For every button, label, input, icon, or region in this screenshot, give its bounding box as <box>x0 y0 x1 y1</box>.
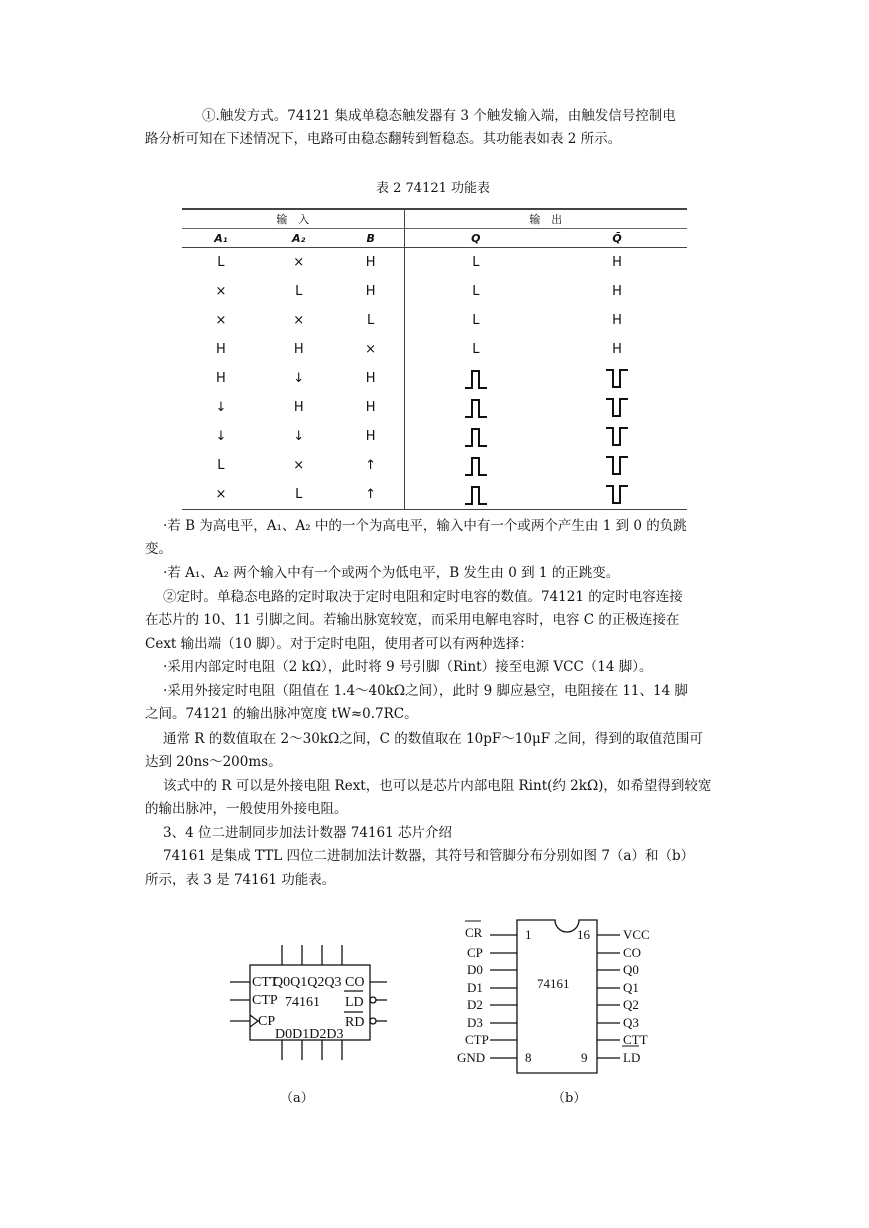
fig-b-right-0: VCC <box>623 927 650 942</box>
text-line-16: 所示，表 3 是 74161 功能表。 <box>145 872 336 888</box>
fig-b-right-4: Q2 <box>623 997 639 1012</box>
table-cell: H <box>293 342 304 357</box>
negative-pulse-icon <box>547 422 687 451</box>
fig-b-pin16: 16 <box>577 927 590 942</box>
table-cell: H <box>216 371 226 386</box>
fig-b-right-3: Q1 <box>623 980 639 995</box>
positive-pulse-icon <box>404 364 547 393</box>
text-line-12: 该式中的 R 可以是外接电阻 Rext，也可以是芯片内部电阻 Rint(约 2kΩ)，如希望得到较宽 <box>163 778 712 794</box>
table-row <box>182 393 687 422</box>
fig-b-left-1: CP <box>467 945 483 960</box>
text-line-3: ·若 A₁、A₂ 两个输入中有一个或两个为低电平，B 发生由 0 到 1 的正跳变。 <box>163 565 620 581</box>
table-cell: ↓ <box>293 371 305 386</box>
text-line-15: 74161 是集成 TTL 四位二进制加法计数器，其符号和管脚分布分别如图 7（a）和（b） <box>163 848 695 864</box>
table-row <box>182 335 687 364</box>
figure-b-pinout <box>455 915 665 1080</box>
text-line-1: ·若 B 为高电平，A₁、A₂ 中的一个为高电平，输入中有一个或两个产生由 1 到 0 的负跳 <box>163 518 687 534</box>
table-cell: L <box>295 284 303 299</box>
text-line-13: 的输出脉冲，一般使用外接电阻。 <box>145 801 348 817</box>
text-line-11: 达到 20ns～200ms。 <box>145 754 282 770</box>
positive-pulse-icon <box>404 393 547 422</box>
fig-b-left-3: D1 <box>467 980 483 995</box>
table-cell: L <box>472 284 480 299</box>
fig-b-pin8: 8 <box>525 1050 532 1065</box>
table-cell: H <box>612 284 622 299</box>
fig-b-left-2: D0 <box>467 962 483 977</box>
table-cell: H <box>612 342 622 357</box>
table-cell: ↓ <box>215 429 227 444</box>
table-caption: 表 2 74121 功能表 <box>376 181 491 196</box>
header-a2: A₂ <box>260 229 338 248</box>
fig-b-left-0: CR <box>465 925 483 940</box>
fig-b-pin1: 1 <box>525 927 532 942</box>
table-cell: L <box>217 458 225 473</box>
para1-line1: ①.触发方式。74121 集成单稳态触发器有 3 个触发输入端，由触发信号控制电 <box>202 108 676 124</box>
table-cell: H <box>338 393 405 422</box>
table-cell: L <box>472 255 480 270</box>
text-line-4: ②定时。单稳态电路的定时取决于定时电阻和定时电容的数值。74121 的定时电容连接 <box>163 589 683 605</box>
table-cell: H <box>612 313 622 328</box>
text-line-7: ·采用内部定时电阻（2 kΩ），此时将 9 号引脚（Rint）接至电源 VCC（14 脚）。 <box>163 659 653 675</box>
table-cell: × <box>293 313 305 328</box>
table-cell: H <box>338 364 405 393</box>
table-cell: L <box>260 480 338 510</box>
table-cell: ↓ <box>215 400 227 415</box>
fig-a-chip: 74161 <box>285 995 320 1010</box>
fig-a-ctt: CTT <box>252 975 279 990</box>
fig-a-cp: CP <box>258 1014 276 1029</box>
table-cell: L <box>472 342 480 357</box>
function-table <box>182 208 687 510</box>
figure-a-symbol <box>225 940 395 1065</box>
table-cell: × <box>215 284 227 299</box>
table-row <box>182 306 687 335</box>
fig-b-right-7: LD <box>623 1050 641 1065</box>
fig-b-chip: 74161 <box>537 976 570 991</box>
fig-a-caption: （a） <box>280 1091 314 1106</box>
header-a1: A₁ <box>182 229 260 248</box>
fig-a-q: Q0Q1Q2Q3 <box>273 975 342 990</box>
table-cell: H <box>216 342 226 357</box>
fig-b-caption: （b） <box>552 1091 587 1106</box>
table-cell: H <box>338 248 405 278</box>
header-b: B <box>338 229 405 248</box>
fig-a-co: CO <box>345 975 365 990</box>
table-row <box>182 480 687 510</box>
fig-a-d: D0D1D2D3 <box>275 1027 344 1042</box>
text-line-9: 之间。74121 的输出脉冲宽度 tW≈0.7RC。 <box>145 706 418 722</box>
table-row <box>182 451 687 480</box>
table-cell: L <box>338 306 405 335</box>
text-line-5: 在芯片的 10、11 引脚之间。若输出脉宽较宽，而采用电解电容时，电容 C 的正极连接在 <box>145 612 680 628</box>
table-cell: × <box>215 313 227 328</box>
table-cell: L <box>217 255 225 270</box>
table-cell: ↑ <box>338 480 405 510</box>
positive-pulse-icon <box>404 422 547 451</box>
fig-b-right-2: Q0 <box>623 962 639 977</box>
fig-b-right-1: CO <box>623 945 642 960</box>
header-qbar: Q̄ <box>547 229 687 248</box>
negative-pulse-icon <box>547 364 687 393</box>
input-group-header: 输 入 <box>182 209 404 229</box>
table-row <box>182 364 687 393</box>
text-line-8: ·采用外接定时电阻（阻值在 1.4～40kΩ之间），此时 9 脚应悬空，电阻接在 11、14 脚 <box>163 683 688 699</box>
table-row <box>182 248 687 278</box>
negative-pulse-icon <box>547 451 687 480</box>
table-cell: H <box>338 422 405 451</box>
fig-b-left-4: D2 <box>467 997 483 1012</box>
fig-b-right-5: Q3 <box>623 1015 639 1030</box>
fig-b-left-6: CTP <box>465 1032 489 1047</box>
table-row <box>182 422 687 451</box>
fig-b-left-5: D3 <box>467 1015 483 1030</box>
header-q: Q <box>404 229 547 248</box>
table-cell: L <box>472 313 480 328</box>
negative-pulse-icon <box>547 480 687 510</box>
text-line-2: 变。 <box>145 541 172 557</box>
table-cell: H <box>293 400 304 415</box>
fig-a-rd: RD <box>345 1015 365 1030</box>
table-cell: × <box>293 458 305 473</box>
table-cell: H <box>338 277 405 306</box>
fig-a-ld: LD <box>345 995 364 1010</box>
text-line-10: 通常 R 的数值取在 2～30kΩ之间，C 的数值取在 10pF～10μF 之间，得到的取值范围可 <box>163 731 703 747</box>
fig-b-left-7: GND <box>457 1050 486 1065</box>
output-group-header: 输 出 <box>404 209 687 229</box>
table-cell: × <box>338 335 405 364</box>
table-cell: × <box>293 255 305 270</box>
table-cell: ↑ <box>338 451 405 480</box>
section-heading: 3、4 位二进制同步加法计数器 74161 芯片介绍 <box>163 825 452 841</box>
fig-a-ctp: CTP <box>252 993 278 1008</box>
para1-line2: 路分析可知在下述情况下，电路可由稳态翻转到暂稳态。其功能表如表 2 所示。 <box>145 131 622 147</box>
table-cell: H <box>612 255 622 270</box>
fig-b-pin9: 9 <box>581 1050 588 1065</box>
table-cell: ↓ <box>293 429 305 444</box>
text-line-6: Cext 输出端（10 脚）。对于定时电阻，使用者可以有两种选择： <box>145 636 533 652</box>
negative-pulse-icon <box>547 393 687 422</box>
positive-pulse-icon <box>404 451 547 480</box>
table-cell: × <box>182 480 260 510</box>
positive-pulse-icon <box>404 480 547 510</box>
table-row <box>182 277 687 306</box>
fig-b-right-6: CTT <box>623 1032 648 1047</box>
